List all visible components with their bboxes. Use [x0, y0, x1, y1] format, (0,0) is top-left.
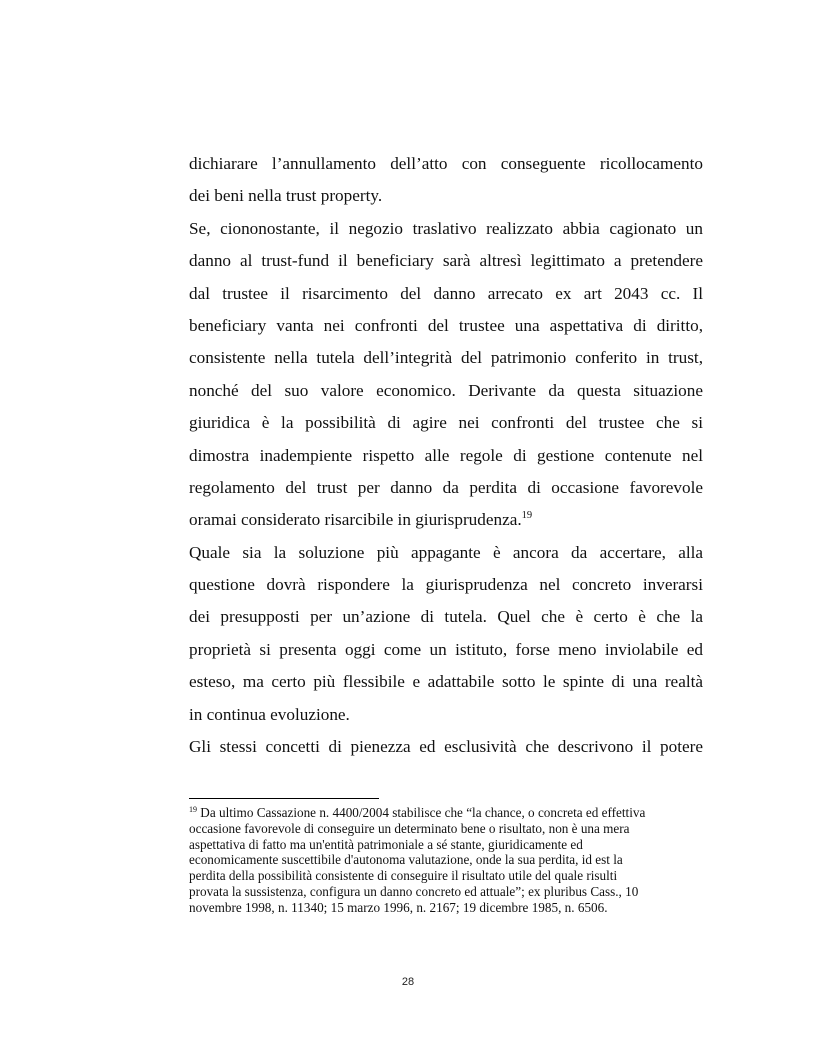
text-line: oramai considerato risarcibile in giurisprudenza. — [189, 510, 522, 530]
footnote-number: 19 — [189, 805, 197, 814]
footnote-line: economicamente suscettibile d'autonoma valutazione, onde la sua perdita, id est la — [189, 852, 623, 868]
text-line: danno al trust-fund il beneficiary sarà altresì legittimato a pretendere — [189, 251, 703, 271]
text-line: dimostra inadempiente rispetto alle regole di gestione contenute nel — [189, 445, 703, 465]
footnote-line: provata la sussistenza, configura un danno concreto ed attuale”; ex pluribus Cass., 10 — [189, 883, 639, 899]
text-line: proprietà si presenta oggi come un istituto, forse meno inviolabile ed — [189, 639, 703, 659]
text-line-with-footnote — [189, 504, 703, 536]
text-line: dei presupposti per un’azione di tutela. Quel che è certo è che la — [189, 607, 703, 627]
text-line: Gli stessi concetti di pienezza ed esclusività che descrivono il potere — [189, 737, 703, 757]
text-line: dal trustee il risarcimento del danno arrecato ex art 2043 cc. Il — [189, 283, 703, 303]
text-line: giuridica è la possibilità di agire nei confronti del trustee che si — [189, 413, 703, 433]
footnote-reference[interactable]: 19 — [521, 510, 533, 522]
text-line: questione dovrà rispondere la giurisprudenza nel concreto inverarsi — [189, 575, 703, 595]
text-line: consistente nella tutela dell’integrità del patrimonio conferito in trust, — [189, 348, 703, 368]
body-text — [189, 148, 703, 763]
footnote — [189, 805, 703, 916]
footnote-line: aspettativa di fatto ma un'entità patrimoniale a sé stante, giuridicamente ed — [189, 836, 583, 852]
footnote-separator — [189, 798, 379, 799]
text-line: Se, ciononostante, il negozio traslativo realizzato abbia cagionato un — [189, 218, 703, 238]
footnote-text: Da ultimo Cassazione n. 4400/2004 stabilisce che “la chance, o concreta ed effettiva — [200, 805, 646, 820]
text-line: beneficiary vanta nei confronti del trustee una aspettativa di diritto, — [189, 315, 703, 335]
text-line: dei beni nella trust property. — [189, 186, 383, 206]
footnote-line — [189, 805, 703, 821]
footnote-line: novembre 1998, n. 11340; 15 marzo 1996, n. 2167; 19 dicembre 1985, n. 6506. — [189, 899, 608, 915]
text-line: in continua evoluzione. — [189, 704, 350, 724]
text-line: dichiarare l’annullamento dell’atto con conseguente ricollocamento — [189, 154, 703, 173]
text-line: Quale sia la soluzione più appagante è ancora da accertare, alla — [189, 542, 703, 562]
text-line: nonché del suo valore economico. Derivante da questa situazione — [189, 380, 703, 400]
text-line: esteso, ma certo più flessibile e adattabile sotto le spinte di una realtà — [189, 672, 703, 692]
footnote-line: perdita della possibilità consistente di conseguire il risultato utile del quale risulti — [189, 868, 618, 884]
footnote-line: occasione favorevole di conseguire un determinato bene o risultato, non è una mera — [189, 820, 630, 836]
text-line: regolamento del trust per danno da perdita di occasione favorevole — [189, 477, 703, 497]
page-number: 28 — [401, 976, 415, 988]
